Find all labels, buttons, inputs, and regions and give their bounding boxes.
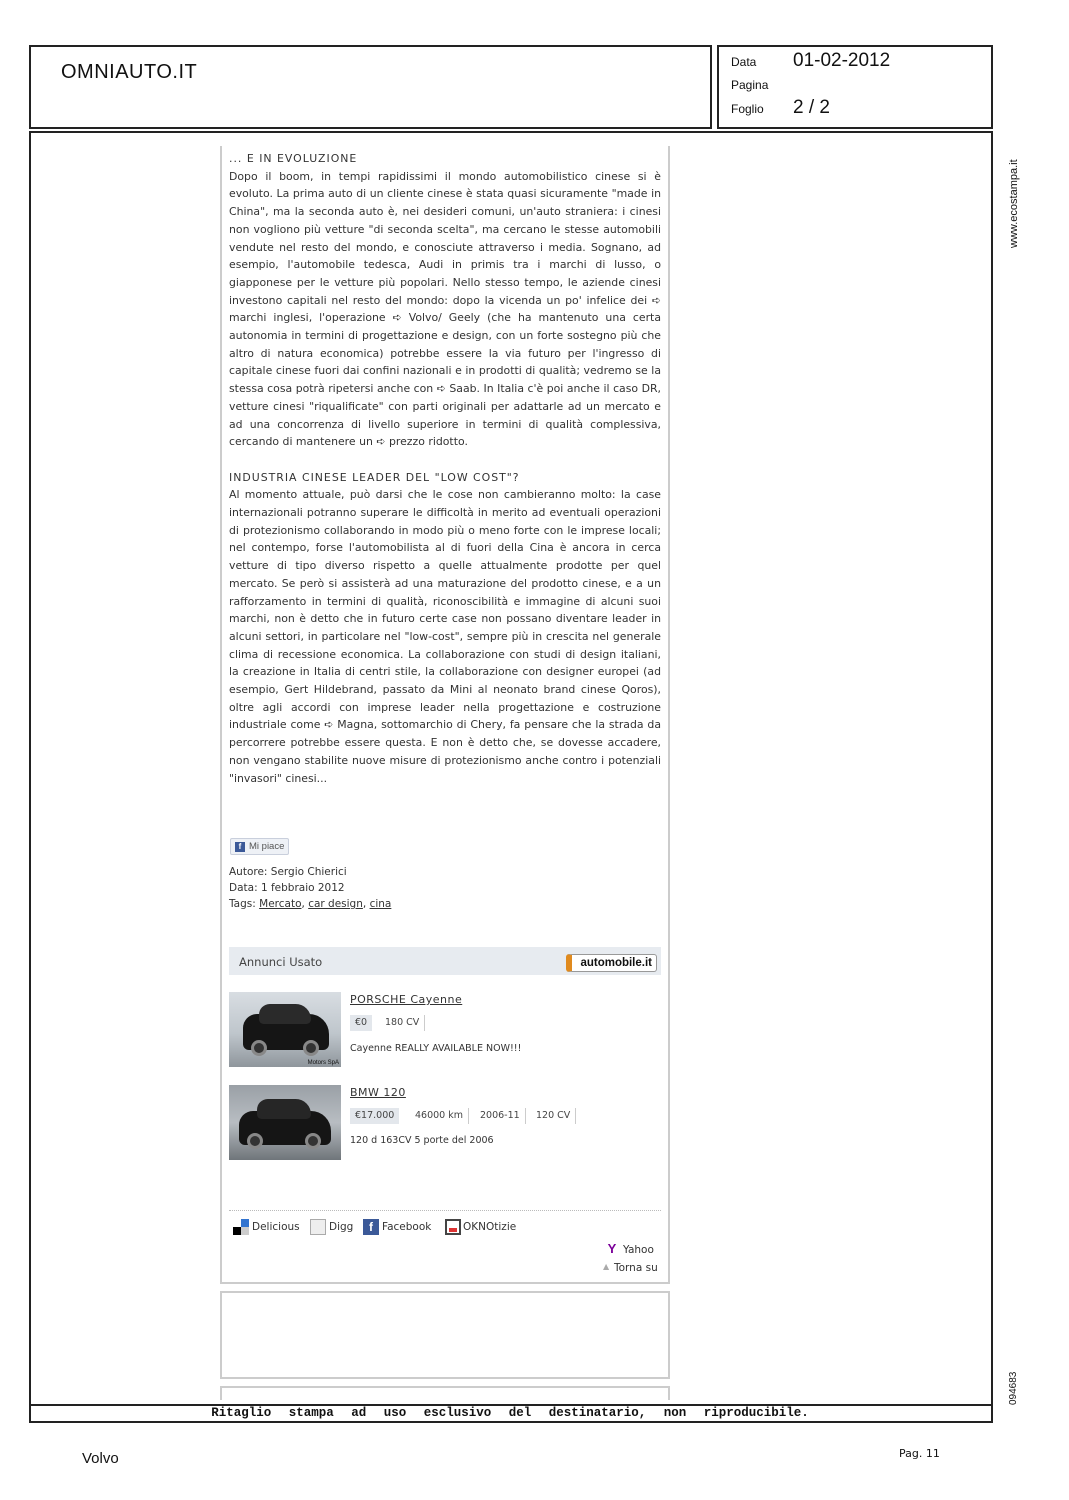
share-yahoo[interactable]: Yahoo	[623, 1244, 654, 1256]
section-title: INDUSTRIA CINESE LEADER DEL "LOW COST"?	[229, 470, 520, 484]
share-digg[interactable]: Digg	[329, 1221, 354, 1233]
header-publication-box	[29, 45, 712, 129]
thumbnail-watermark: Motors SpA	[307, 1060, 339, 1066]
digg-icon[interactable]	[310, 1219, 326, 1235]
car-spec: 46000 km	[410, 1108, 469, 1124]
article-body	[229, 150, 661, 787]
side-code-text: 094683	[1008, 1371, 1019, 1405]
next-box	[220, 1386, 670, 1400]
like-button[interactable]	[230, 838, 289, 855]
section-body: Al momento attuale, può darsi che le cose non cambieranno molto: la case internazionali potranno superare le difficoltà in merito ad eventuali operazioni di protezionismo collaborando in modo più o meno forte con le imprese locali; nel contempo, forse l'automobilista al di fuori della Cina è ancora in cerca vetture di tipo diverso rispetto a quelle attualmente prodotte per quel mercato. Se però si assisterà ad una maturazione del prodotto cinese, e a un rafforzamento in termini di qualità, riconoscibilità e immagine di alcuni suoi marchi, non è detto che in futuro certe case non possano diventare leader in alcuni settori, in particolare nel "low-cost", sempre più in crescita nel generale clima di recessione economica. La collaborazione con studi di design italiani, la creazione in Italia di centri stile, la collaborazione con designer europei (ad esempio, Gert Hildebrand, passato da Mini al neonato brand cinese Qoros), oltre agli accordi con imprese leader nella progettazione e costruzione industriale come ➪ Magna, sottomarchio di Chery, fa pensare che la strada da percorrere potrebbe essere questa. E non è detto che, se dovesse accadere, non vengano stabilite nuove misure di protezionismo anche contro i potenziali "invasori" cinesi...	[229, 488, 661, 785]
car-spec: 120 CV	[531, 1108, 576, 1124]
car-title-link[interactable]: PORSCHE Cayenne	[350, 993, 463, 1006]
annunci-title: Annunci Usato	[239, 955, 323, 969]
car-spec: 180 CV	[380, 1015, 425, 1031]
data-label: Data	[731, 55, 757, 69]
facebook-icon: f	[235, 842, 245, 852]
oknotizie-icon[interactable]	[445, 1219, 461, 1235]
publish-date: Data: 1 febbraio 2012	[229, 882, 345, 894]
section-body: Dopo il boom, in tempi rapidissimi il mondo automobilistico cinese si è evoluto. La prima auto di un cliente cinese è stata quasi sicuramente "made in China", ma la seconda auto è, nei desideri comuni, un'auto straniera: i cinesi non vogliono più vetture "di seconda scelta", ma cercano le stesse automobili vendute nel resto del mondo, e conosciute attraverso i media. Sognano, ad esempio, l'automobile tedesca, Audi in primis tra i marchi di lusso, o giapponese per le vetture più popolari. Nello stesso tempo, le aziende cinesi investono capitali nel resto del mondo: dopo la vicenda un po' infelice dei ➪ marchi inglesi, l'operazione ➪ Volvo/ Geely (che ha mantenuto una certa autonomia in termini di progettazione e design, con un forte sostegno più che altro di natura economica) potrebbe essere la via futuro per l'ingresso di capitale cinese fuori dai confini nazionali e in prodotti di qualità; vedremo se la stessa cosa potrà ripetersi anche con ➪ Saab. In Italia c'è poi anche il caso DR, vetture cinesi "riqualificate" con parti originali per adattarle ad un mercato e ad una concorrenza di livello superiore in termini di qualità complessiva, cercando di mantenere un ➪ prezzo ridotto.	[229, 169, 661, 449]
tag-link[interactable]: cina	[369, 898, 392, 910]
delicious-icon[interactable]	[233, 1219, 249, 1235]
data-value: 01-02-2012	[793, 50, 891, 71]
tag-link[interactable]: car design	[308, 898, 363, 910]
side-url-text: www.ecostampa.it	[1008, 159, 1020, 248]
author: Autore: Sergio Chierici	[229, 866, 347, 878]
footer-page: Pag. 11	[899, 1447, 940, 1460]
car-title-link[interactable]: BMW 120	[350, 1086, 406, 1099]
car-spec: 2006-11	[475, 1108, 526, 1124]
share-facebook[interactable]: Facebook	[382, 1221, 432, 1233]
pagina-label: Pagina	[731, 78, 769, 92]
like-label: Mi piace	[249, 841, 285, 852]
tags-line: Tags: Mercato, car design, cina	[229, 898, 392, 910]
car-price: €0	[350, 1015, 372, 1031]
publication-name: OMNIAUTO.IT	[61, 61, 198, 83]
foglio-value: 2 / 2	[793, 97, 830, 118]
arrow-up-icon: ▲	[603, 1262, 610, 1271]
foglio-label: Foglio	[731, 102, 764, 116]
footer-brand: Volvo	[82, 1450, 119, 1467]
tag-link[interactable]: Mercato	[259, 898, 302, 910]
yahoo-icon[interactable]: Y	[607, 1241, 617, 1256]
side-url	[994, 148, 1020, 248]
automobile-it-logo[interactable]: automobile.it	[566, 954, 657, 972]
annunci-header	[229, 947, 661, 975]
facebook-icon[interactable]: f	[363, 1219, 379, 1235]
tags-label: Tags:	[229, 898, 256, 910]
section-title: ... E IN EVOLUZIONE	[229, 152, 358, 165]
car-thumbnail[interactable]	[229, 1085, 341, 1160]
clip-note: Ritaglio stampa ad uso esclusivo del destinatario, non riproducibile.	[211, 1406, 809, 1420]
side-code	[994, 1365, 1019, 1405]
share-divider	[229, 1210, 661, 1211]
car-description: 120 d 163CV 5 porte del 2006	[350, 1135, 494, 1146]
car-thumbnail[interactable]	[229, 992, 341, 1067]
share-oknotizie[interactable]: OKNOtizie	[463, 1221, 517, 1233]
share-delicious[interactable]: Delicious	[252, 1221, 300, 1233]
car-description: Cayenne REALLY AVAILABLE NOW!!!	[350, 1043, 522, 1054]
ad-box	[220, 1291, 670, 1379]
back-to-top-link[interactable]: Torna su	[614, 1262, 658, 1274]
header-meta-box	[717, 45, 993, 129]
car-price: €17.000	[350, 1108, 399, 1124]
